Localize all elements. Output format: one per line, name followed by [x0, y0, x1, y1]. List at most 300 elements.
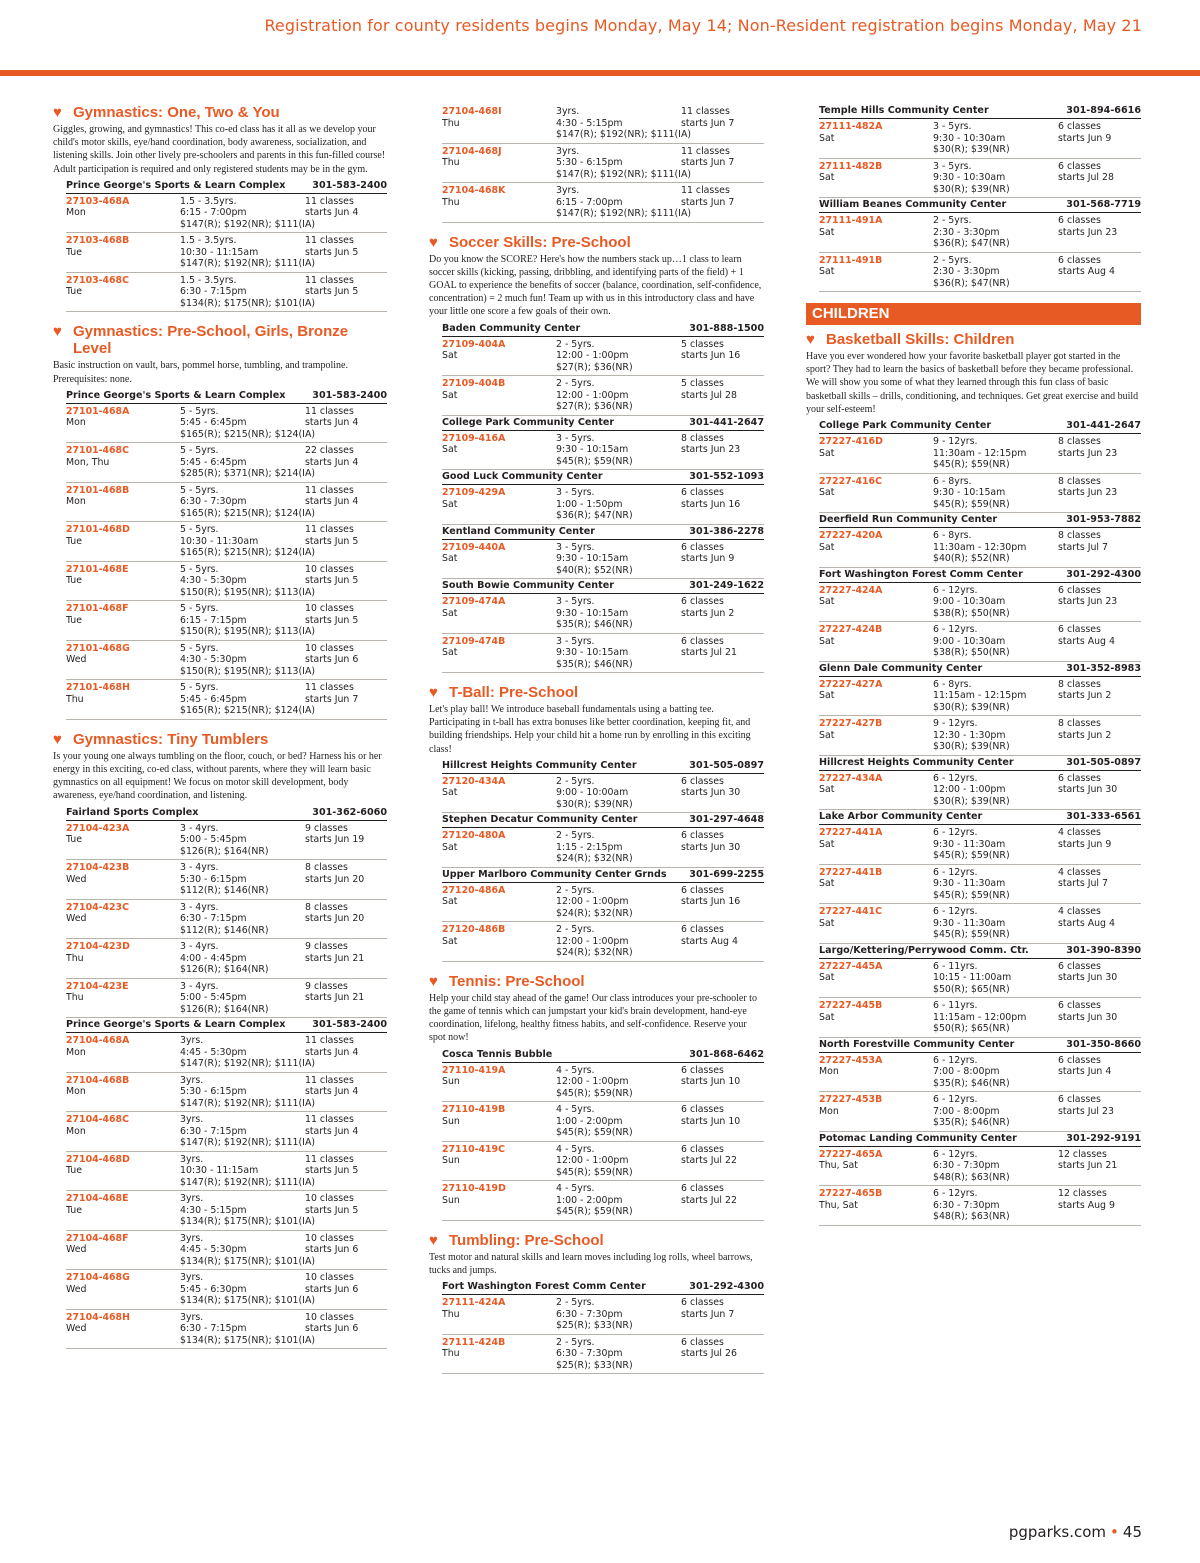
class-code[interactable]: 27104-468A [66, 1035, 130, 1047]
class-code[interactable]: 27101-468B [66, 484, 130, 496]
class-schedule-cell [1058, 906, 1141, 929]
program-title [53, 323, 387, 357]
class-code[interactable]: 27109-416A [442, 432, 506, 444]
location-header [442, 470, 764, 485]
program-section [53, 731, 387, 1349]
program-section [429, 234, 764, 674]
class-days: Sat [819, 172, 835, 183]
location-phone: 301-249-1622 [689, 580, 764, 592]
class-row [442, 1102, 764, 1142]
column-3-top [806, 104, 1141, 292]
class-code[interactable]: 27227-434A [819, 772, 883, 784]
class-details-cell [180, 1312, 305, 1335]
class-details-cell [933, 476, 1058, 499]
class-days: Sat [442, 647, 458, 659]
class-details-cell [180, 643, 305, 666]
class-days: Tue [66, 535, 83, 547]
class-code-cell [819, 867, 933, 902]
class-age: 3yrs. [180, 1074, 204, 1086]
class-schedule-cell [305, 902, 387, 925]
class-start: starts Aug 4 [681, 935, 738, 947]
class-row [66, 1191, 387, 1231]
class-age: 6 - 11yrs. [933, 1000, 978, 1012]
class-count: 8 classes [1058, 475, 1101, 487]
class-age: 5 - 5yrs. [180, 524, 219, 536]
class-age: 6 - 12yrs. [933, 866, 978, 878]
class-schedule-cell [305, 823, 387, 846]
class-row [819, 1186, 1141, 1226]
class-code[interactable]: 27227-453B [819, 1094, 883, 1106]
class-details-cell [180, 902, 305, 925]
class-days: Wed [66, 1323, 87, 1335]
class-age: 3 - 5yrs. [556, 635, 595, 647]
class-code[interactable]: 27109-474A [442, 596, 506, 608]
class-code[interactable]: 27227-445A [819, 960, 883, 972]
location-name: William Beanes Community Center [819, 199, 1007, 210]
class-start: starts Jul 7 [1058, 878, 1108, 890]
class-schedule-cell [681, 885, 764, 908]
location-header [442, 525, 764, 540]
program-title [429, 684, 764, 701]
class-row [442, 634, 764, 674]
heart-icon: ♥ [53, 730, 62, 748]
class-days: Sat [819, 487, 835, 499]
location-header [819, 944, 1141, 959]
class-row [442, 1063, 764, 1103]
class-count: 4 classes [1058, 866, 1101, 878]
program-title-text: Gymnastics: Tiny Tumblers [73, 730, 269, 748]
class-code[interactable]: 27109-404B [442, 378, 506, 390]
class-code-cell [66, 485, 180, 520]
class-fee: $45(R); $59(NR) [556, 1206, 633, 1218]
class-days: Wed [66, 1244, 87, 1256]
class-age: 3yrs. [556, 106, 580, 117]
heart-icon: ♥ [806, 331, 815, 348]
class-schedule-cell [305, 196, 387, 219]
class-start: starts Jul 7 [1058, 541, 1108, 553]
class-fee: $45(R); $59(NR) [556, 1127, 633, 1139]
class-code-cell [819, 773, 933, 808]
class-code[interactable]: 27111-482B [819, 160, 883, 172]
class-start: starts Jun 7 [681, 117, 735, 129]
class-row [442, 594, 764, 634]
class-count: 6 classes [1058, 624, 1101, 636]
class-code[interactable]: 27120-480A [442, 830, 506, 842]
program-description: Have you ever wondered how your favorite basketball player got started in the sport? They had to learn the basics of basketball before they became professional. We will show you some of what they learned through this fun class of basic basketball skills – drills, conditioning, and techniques. Get great exercise and build your self-esteem! [806, 351, 1139, 415]
class-schedule-cell [1058, 436, 1141, 459]
class-code-cell [442, 1183, 556, 1218]
class-age: 3 - 4yrs. [180, 901, 219, 913]
class-count: 10 classes [305, 1272, 354, 1284]
class-details-cell [933, 436, 1058, 459]
class-code[interactable]: 27227-465A [819, 1148, 883, 1160]
class-days: Mon, Thu [66, 456, 110, 468]
class-days: Sat [819, 878, 835, 890]
class-code-cell [66, 862, 180, 897]
class-code-cell [819, 530, 933, 565]
class-age: 5 - 5yrs. [180, 445, 219, 457]
class-code[interactable]: 27104-468F [66, 1232, 129, 1244]
class-code[interactable]: 27104-423B [66, 862, 130, 874]
location-phone: 301-868-6462 [689, 1048, 764, 1060]
class-fee: $112(R); $146(NR) [180, 924, 269, 936]
class-details-cell [556, 146, 681, 169]
class-code[interactable]: 27110-419D [442, 1183, 506, 1195]
class-code[interactable]: 27104-423A [66, 822, 130, 834]
location-name: College Park Community Center [819, 420, 992, 432]
class-days: Thu [66, 952, 84, 964]
class-count: 10 classes [305, 563, 354, 575]
class-fee: $35(R); $46(NR) [933, 1117, 1010, 1129]
class-days: Tue [66, 246, 83, 258]
class-start: starts Aug 9 [1058, 1199, 1115, 1211]
class-code-cell [819, 827, 933, 862]
class-code-cell [66, 1114, 180, 1149]
class-code[interactable]: 27109-440A [442, 541, 506, 553]
class-row [819, 998, 1141, 1038]
class-row [66, 273, 387, 313]
class-row [819, 825, 1141, 865]
class-code[interactable]: 27110-419C [442, 1143, 505, 1155]
class-code[interactable]: 27227-427B [819, 718, 883, 730]
page-footer [1009, 1523, 1142, 1541]
class-row [66, 1270, 387, 1310]
class-start: starts Jun 4 [305, 1046, 359, 1058]
class-count: 10 classes [305, 1232, 354, 1244]
program-title-text: Gymnastics: One, Two & You [73, 104, 280, 121]
class-code[interactable]: 27104-423C [66, 901, 129, 913]
class-code[interactable]: 27111-424A [442, 1297, 506, 1309]
class-days: Thu [66, 693, 84, 705]
class-code[interactable]: 27120-434A [442, 775, 506, 787]
class-row [819, 528, 1141, 568]
class-schedule-cell [681, 830, 764, 853]
class-start: starts Jun 20 [305, 873, 365, 885]
location-header [442, 416, 764, 431]
class-code-cell [442, 636, 556, 671]
class-row [819, 677, 1141, 717]
class-code-cell [442, 1337, 556, 1372]
class-count: 10 classes [305, 1193, 354, 1205]
class-count: 11 classes [305, 235, 354, 247]
class-schedule-cell [681, 1065, 764, 1088]
class-row [442, 144, 764, 184]
class-age: 6 - 12yrs. [933, 584, 978, 596]
class-code[interactable]: 27227-441A [819, 827, 883, 839]
class-time: 9:30 - 10:15am [556, 647, 629, 659]
location-phone: 301-888-1500 [689, 322, 764, 334]
location-header [819, 1038, 1141, 1053]
location-name: Stephen Decatur Community Center [442, 814, 638, 826]
class-days: Wed [66, 654, 87, 666]
class-count: 11 classes [305, 1153, 354, 1165]
class-age: 3 - 5yrs. [556, 596, 595, 608]
location-phone: 301-297-4648 [689, 814, 764, 826]
class-age: 3 - 4yrs. [180, 941, 219, 953]
location-header [442, 322, 764, 337]
class-code[interactable]: 27110-419A [442, 1064, 506, 1076]
location-header [66, 389, 387, 404]
class-count: 12 classes [1058, 1188, 1107, 1200]
class-age: 5 - 5yrs. [180, 563, 219, 575]
class-code[interactable]: 27101-468G [66, 642, 130, 654]
class-code-cell [442, 885, 556, 920]
class-schedule-cell [681, 1297, 764, 1320]
class-details-cell [933, 867, 1058, 890]
location-header [442, 868, 764, 883]
class-days: Thu [66, 992, 84, 1004]
class-code[interactable]: 27103-468A [66, 195, 130, 207]
class-days: Tue [66, 286, 83, 298]
class-days: Sat [442, 896, 458, 908]
class-code[interactable]: 27101-468E [66, 563, 129, 575]
class-fee: $24(R); $32(NR) [556, 853, 633, 865]
class-count: 10 classes [305, 1311, 354, 1323]
program-title [53, 104, 387, 121]
class-code[interactable]: 27104-468D [66, 1153, 130, 1165]
class-code-cell [442, 596, 556, 631]
class-code[interactable]: 27227-441B [819, 866, 883, 878]
class-code[interactable]: 27101-468A [66, 405, 130, 417]
class-code[interactable]: 27109-429A [442, 487, 506, 499]
class-row [66, 641, 387, 681]
class-fee: $36(R); $47(NR) [933, 238, 1010, 249]
category-bar-children: CHILDREN [806, 303, 1141, 325]
class-fee: $45(R); $59(NR) [933, 889, 1010, 901]
class-details-cell [180, 1233, 305, 1256]
class-code[interactable]: 27227-441C [819, 906, 882, 918]
class-count: 11 classes [681, 106, 730, 117]
class-code-cell [66, 196, 180, 231]
class-code[interactable]: 27227-424A [819, 584, 883, 596]
class-schedule-cell [681, 487, 764, 510]
class-details-cell [180, 862, 305, 885]
class-start: starts Jun 30 [681, 787, 741, 799]
class-time: 6:30 - 7:30pm [556, 1308, 623, 1320]
class-start: starts Jun 30 [681, 841, 741, 853]
location-name: Fort Washington Forest Comm Center [442, 1281, 646, 1293]
class-code-cell [66, 564, 180, 599]
class-days: Sat [819, 447, 835, 459]
class-count: 22 classes [305, 445, 354, 457]
class-fee: $50(R); $65(NR) [933, 1023, 1010, 1035]
class-start: starts Aug 4 [1058, 266, 1115, 277]
location-phone: 301-505-0897 [689, 759, 764, 771]
class-time: 10:30 - 11:30am [180, 535, 259, 547]
class-age: 2 - 5yrs. [556, 884, 595, 896]
class-time: 6:15 - 7:00pm [180, 207, 247, 219]
program-title [429, 1232, 764, 1249]
class-code[interactable]: 27104-468J [442, 145, 502, 157]
class-code[interactable]: 27101-468F [66, 603, 129, 615]
class-code[interactable]: 27101-468C [66, 445, 129, 457]
class-schedule-cell [1058, 624, 1141, 647]
class-start: starts Jun 5 [305, 535, 359, 547]
class-fee: $30(R); $39(NR) [933, 183, 1010, 195]
class-schedule-cell [305, 1193, 387, 1216]
class-row [819, 865, 1141, 905]
class-details-cell [180, 485, 305, 508]
class-code[interactable]: 27227-420A [819, 530, 883, 542]
class-schedule-cell [305, 1035, 387, 1058]
class-schedule-cell [305, 1075, 387, 1098]
location-header [66, 179, 387, 194]
class-age: 2 - 5yrs. [556, 1297, 595, 1309]
class-details-cell [180, 275, 305, 298]
class-details-cell [933, 1055, 1058, 1078]
class-start: starts Jun 6 [305, 1283, 359, 1295]
class-schedule-cell [1058, 1149, 1141, 1172]
class-code[interactable]: 27104-468C [66, 1114, 129, 1126]
class-code[interactable]: 27110-419B [442, 1104, 506, 1116]
class-row [66, 860, 387, 900]
class-time: 12:00 - 1:00pm [556, 896, 629, 908]
class-time: 5:00 - 5:45pm [180, 992, 247, 1004]
class-fee: $40(R); $52(NR) [556, 564, 633, 576]
class-days: Sat [819, 972, 835, 984]
class-code[interactable]: 27111-491A [819, 215, 883, 226]
class-days: Wed [66, 1283, 87, 1295]
class-code[interactable]: 27109-404A [442, 338, 506, 350]
class-start: starts Jul 28 [681, 389, 737, 401]
footer-site[interactable]: pgparks.com [1008, 1523, 1107, 1541]
class-code-cell [819, 1188, 933, 1223]
class-schedule-cell [1058, 161, 1141, 184]
class-fee: $30(R); $39(NR) [933, 741, 1010, 753]
class-time: 5:45 - 6:45pm [180, 456, 247, 468]
class-schedule-cell [1058, 679, 1141, 702]
class-code[interactable]: 27227-465B [819, 1188, 883, 1200]
program-section [806, 331, 1141, 1226]
class-details-cell [180, 235, 305, 258]
class-start: starts Jun 7 [305, 693, 359, 705]
class-count: 6 classes [681, 1297, 724, 1309]
location-phone: 301-441-2647 [1066, 420, 1141, 432]
class-code[interactable]: 27111-482A [819, 121, 883, 132]
class-code[interactable]: 27104-468B [66, 1074, 130, 1086]
heart-icon: ♥ [53, 104, 62, 121]
location-phone: 301-333-6561 [1066, 811, 1141, 823]
location-name: Upper Marlboro Community Center Grnds [442, 868, 667, 880]
location-header [819, 513, 1141, 528]
class-schedule-cell [305, 603, 387, 626]
class-code-cell [819, 679, 933, 714]
class-code-cell [819, 255, 933, 290]
class-days: Thu [442, 1308, 460, 1320]
class-start: starts Jun 16 [681, 350, 741, 362]
class-time: 11:30am - 12:15pm [933, 447, 1027, 459]
class-code[interactable]: 27227-445B [819, 1000, 883, 1012]
class-days: Tue [66, 1204, 83, 1216]
class-fee: $27(R); $36(NR) [556, 401, 633, 413]
class-details-cell [556, 1183, 681, 1206]
class-fee: $150(R); $195(NR); $113(IA) [180, 626, 316, 638]
class-code-cell [442, 776, 556, 811]
location-name: College Park Community Center [442, 416, 615, 428]
location-header [819, 756, 1141, 771]
class-schedule-cell [1058, 867, 1141, 890]
class-time: 1:15 - 2:15pm [556, 841, 623, 853]
class-fee: $30(R); $39(NR) [933, 144, 1010, 155]
class-details-cell [556, 1297, 681, 1320]
class-code[interactable]: 27101-468H [66, 682, 130, 694]
class-code-cell [442, 106, 556, 141]
class-time: 9:30 - 10:15am [556, 553, 629, 565]
class-code[interactable]: 27111-491B [819, 254, 883, 266]
class-code[interactable]: 27109-474B [442, 635, 506, 647]
class-fee: $24(R); $32(NR) [556, 947, 633, 959]
class-count: 8 classes [305, 901, 348, 913]
class-schedule-cell [305, 1233, 387, 1256]
program-description: Basic instruction on vault, bars, pommel horse, tumbling, and trampoline. Prerequisites: none. [53, 360, 348, 385]
class-code[interactable]: 27104-468E [66, 1193, 129, 1205]
class-row [442, 376, 764, 416]
class-code-cell [819, 436, 933, 471]
heart-icon: ♥ [429, 1231, 438, 1249]
class-days: Sat [442, 607, 458, 619]
location-phone: 301-350-8660 [1066, 1038, 1141, 1050]
class-code[interactable]: 27227-453A [819, 1054, 883, 1066]
class-time: 9:00 - 10:30am [933, 635, 1006, 647]
class-code[interactable]: 27120-486A [442, 884, 506, 896]
class-schedule-cell [1058, 1000, 1141, 1023]
class-row [819, 434, 1141, 474]
registration-banner: Registration for county residents begins Monday, May 14; Non-Resident registration begins Monday, May 21 [264, 16, 1142, 35]
class-code[interactable]: 27103-468C [66, 274, 129, 286]
class-code[interactable]: 27120-486B [442, 924, 506, 936]
class-days: Sun [442, 1155, 460, 1167]
class-start: starts Jun 4 [305, 496, 359, 508]
class-fee: $134(R); $175(NR); $101(IA) [180, 1295, 316, 1307]
class-start: starts Jun 30 [1058, 784, 1118, 796]
class-code[interactable]: 27104-468G [66, 1272, 130, 1284]
class-code-cell [66, 406, 180, 441]
class-details-cell [556, 885, 681, 908]
class-start: starts Jun 4 [305, 207, 359, 219]
location-header [819, 198, 1141, 213]
class-age: 6 - 12yrs. [933, 624, 978, 636]
class-age: 4 - 5yrs. [556, 1104, 595, 1116]
class-row [442, 540, 764, 580]
class-time: 6:30 - 7:15pm [180, 1125, 247, 1137]
class-time: 6:30 - 7:30pm [180, 496, 247, 508]
class-code[interactable]: 27101-468D [66, 524, 130, 536]
class-details-cell [556, 596, 681, 619]
class-code[interactable]: 27227-424B [819, 624, 883, 636]
class-code[interactable]: 27103-468B [66, 235, 130, 247]
class-days: Mon [66, 417, 86, 429]
class-age: 3 - 4yrs. [180, 980, 219, 992]
class-code[interactable]: 27104-468I [442, 106, 502, 117]
class-code[interactable]: 27227-416C [819, 475, 882, 487]
class-time: 9:30 - 11:30am [933, 878, 1006, 890]
class-code[interactable]: 27111-424B [442, 1336, 506, 1348]
class-row [442, 883, 764, 923]
location-name: South Bowie Community Center [442, 580, 614, 592]
class-code[interactable]: 27227-427A [819, 678, 883, 690]
class-schedule-cell [1058, 530, 1141, 553]
class-code[interactable]: 27104-423E [66, 980, 129, 992]
program-title [53, 731, 387, 748]
class-code[interactable]: 27227-416D [819, 436, 883, 448]
class-code[interactable]: 27104-468K [442, 185, 506, 196]
class-start: starts Jun 16 [681, 896, 741, 908]
program-section [429, 684, 764, 962]
class-count: 8 classes [1058, 436, 1101, 448]
class-age: 3yrs. [180, 1193, 204, 1205]
class-code[interactable]: 27104-468H [66, 1311, 130, 1323]
class-code[interactable]: 27104-423D [66, 941, 130, 953]
